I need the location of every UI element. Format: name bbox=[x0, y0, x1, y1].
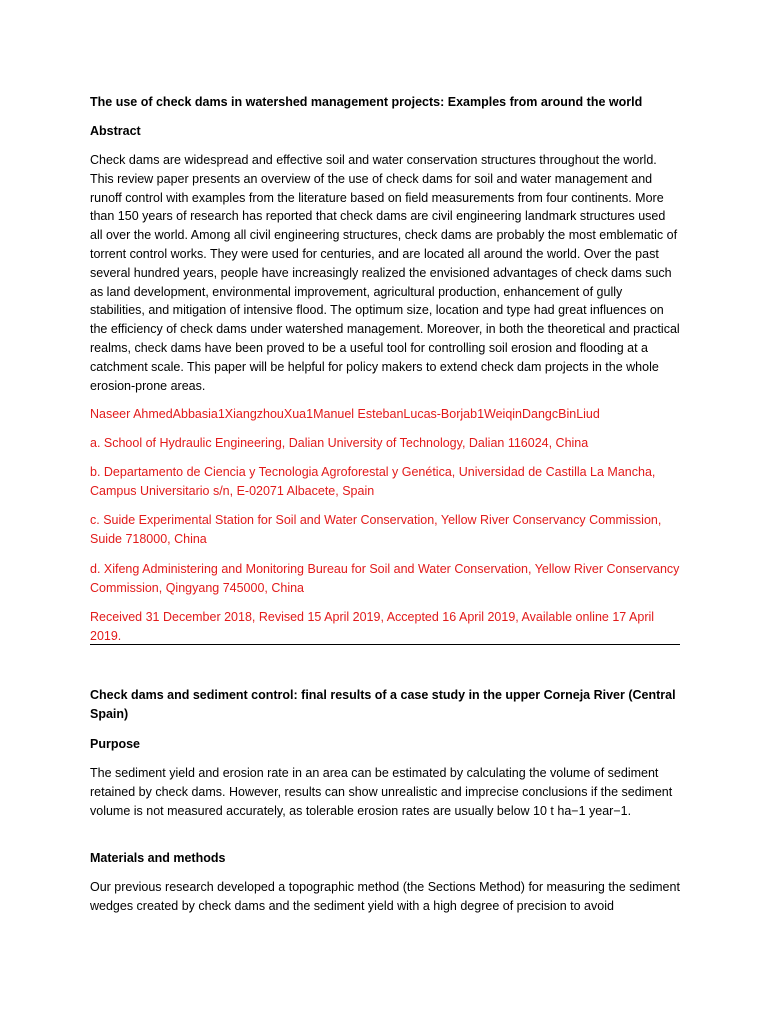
article-dates: Received 31 December 2018, Revised 15 April 2019, Accepted 16 April 2019, Available online 17 April 2019. bbox=[90, 610, 655, 643]
affiliation-c: c. Suide Experimental Station for Soil and Water Conservation, Yellow River Conservancy Commission, Suide 718000, China bbox=[90, 513, 662, 546]
affiliation-d: d. Xifeng Administering and Monitoring Bureau for Soil and Water Conservation, Yellow River Conservancy Commission, Qingyang 745000, China bbox=[90, 562, 680, 595]
methods-heading: Materials and methods bbox=[90, 851, 226, 865]
affiliation-a: a. School of Hydraulic Engineering, Dalian University of Technology, Dalian 116024, China bbox=[90, 436, 589, 450]
affiliation-b: b. Departamento de Ciencia y Tecnologia Agroforestal y Genética, Universidad de Castilla La Mancha, Campus Universitario s/n, E-02071 Albacete, Spain bbox=[90, 465, 656, 498]
abstract-heading: Abstract bbox=[90, 124, 141, 138]
article1-title: The use of check dams in watershed management projects: Examples from around the world bbox=[90, 95, 643, 109]
article2-title: Check dams and sediment control: final results of a case study in the upper Corneja River (Central Spain) bbox=[90, 688, 676, 721]
author-list: Naseer AhmedAbbasia1XiangzhouXua1Manuel EstebanLucas-Borjab1WeiqinDangcBinLiud bbox=[90, 407, 600, 421]
abstract-text: Check dams are widespread and effective soil and water conservation structures throughout the world. This review paper presents an overview of the use of check dams for soil and water management and runoff control with examples from the literature based on field measurements from four continents. More than 150 years of research has reported that check dams are civil engineering landmark structures used all over the world. Among all civil engineering structures, check dams are probably the most emblematic of torrent control works. They were used for centuries, and are located all around the world. Over the past several hundred years, people have increasingly realized the envisioned advantages of check dams such as land development, environmental improvement, agricultural production, enhancement of gully stabilities, and mitigation of intensive flood. The optimum size, location and type had great influences on the efficiency of check dams under watershed management. Moreover, in both the theoretical and practical realms, check dams have been proved to be a useful tool for controlling soil erosion and flooding at a catchment scale. This paper will be helpful for policy makers to extend check dam projects in the whole erosion-prone areas. bbox=[90, 153, 680, 393]
methods-text: Our previous research developed a topographic method (the Sections Method) for measuring the sediment wedges created by check dams and the sediment yield with a high degree of precision to avoid bbox=[90, 880, 680, 913]
purpose-heading: Purpose bbox=[90, 737, 141, 751]
purpose-text: The sediment yield and erosion rate in an area can be estimated by calculating the volume of sediment retained by check dams. However, results can show unrealistic and imprecise conclusions if the sediment volume is not measured accurately, as tolerable erosion rates are usually below 10 t ha−1 year−1. bbox=[90, 766, 673, 818]
section-divider bbox=[90, 644, 680, 645]
